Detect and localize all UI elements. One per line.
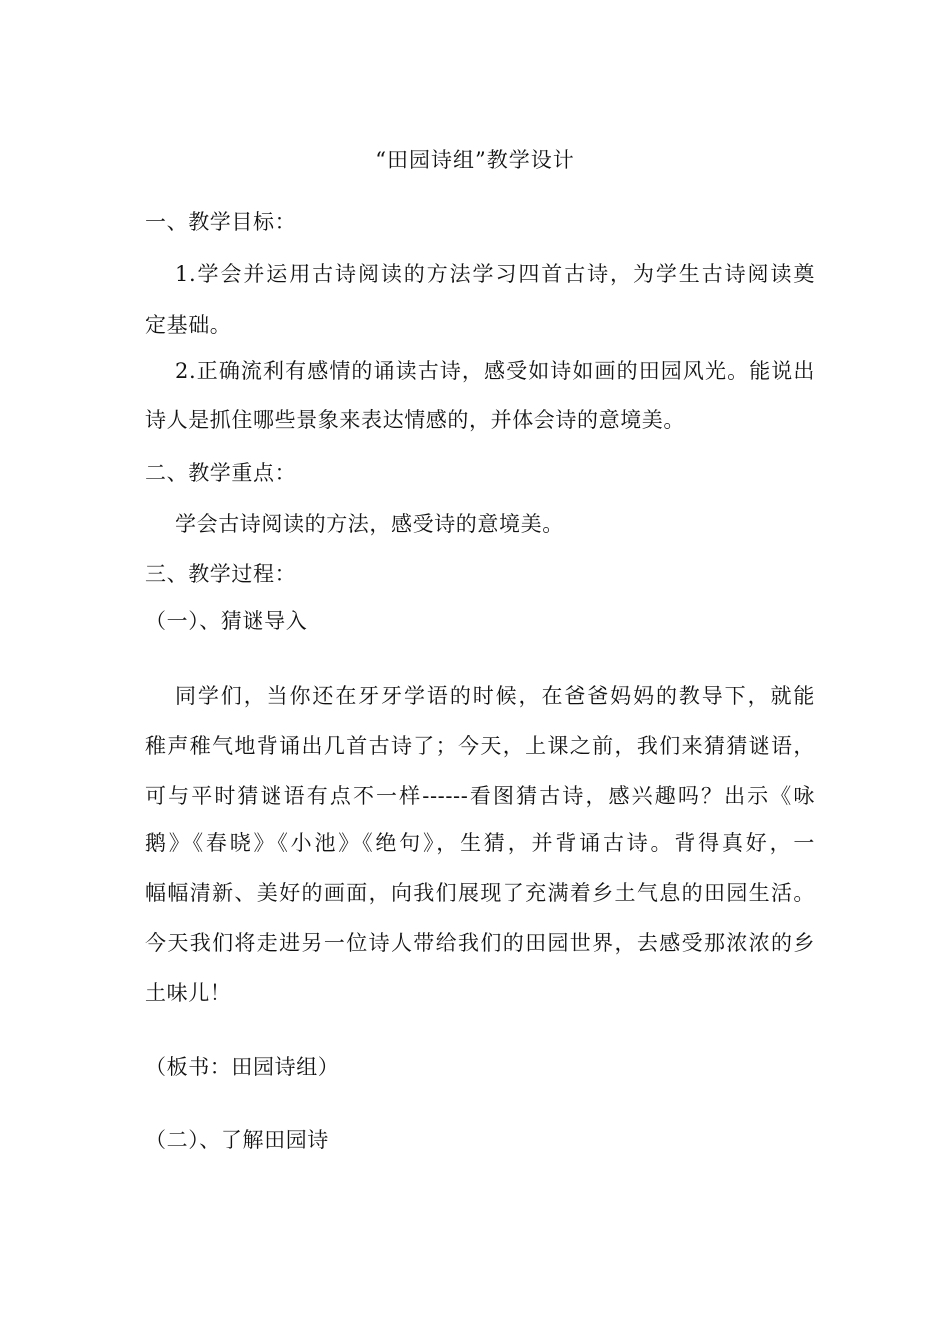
section-heading-process: 三、教学过程： — [145, 562, 297, 586]
key-point-text: 学会古诗阅读的方法，感受诗的意境美。 — [175, 512, 564, 536]
goal-2-line-1: 2.正确流利有感情的诵读古诗，感受如诗如画的田园风光。能说出 — [175, 359, 815, 383]
paragraph-line-6: 今天我们将走进另一位诗人带给我们的田园世界，去感受那浓浓的乡 — [145, 931, 815, 955]
step-2-heading: （二）、了解田园诗 — [145, 1128, 329, 1152]
paragraph-line-3: 可与平时猜谜语有点不一样------看图猜古诗，感兴趣吗？出示《咏 — [145, 784, 815, 808]
goal-1-line-2: 定基础。 — [145, 313, 232, 337]
document-title: “田园诗组”教学设计 — [375, 148, 575, 172]
section-heading-goals: 一、教学目标： — [145, 210, 297, 234]
board-note: （板书：田园诗组） — [145, 1055, 340, 1079]
paragraph-line-7: 土味儿！ — [145, 981, 232, 1005]
goal-2-line-2: 诗人是抓住哪些景象来表达情感的，并体会诗的意境美。 — [145, 408, 685, 432]
goal-1-line-1: 1.学会并运用古诗阅读的方法学习四首古诗，为学生古诗阅读奠 — [175, 262, 815, 286]
paragraph-line-1: 同学们，当你还在牙牙学语的时候，在爸爸妈妈的教导下，就能 — [175, 684, 815, 708]
paragraph-line-4: 鹅》《春晓》《小池》《绝句》，生猜，并背诵古诗。背得真好，一 — [145, 831, 815, 855]
paragraph-line-2: 稚声稚气地背诵出几首古诗了；今天，上课之前，我们来猜猜谜语， — [145, 734, 815, 758]
section-heading-key-points: 二、教学重点： — [145, 461, 297, 485]
step-1-heading: （一）、猜谜导入 — [145, 609, 308, 633]
paragraph-line-5: 幅幅清新、美好的画面，向我们展现了充满着乡土气息的田园生活。 — [145, 881, 815, 905]
